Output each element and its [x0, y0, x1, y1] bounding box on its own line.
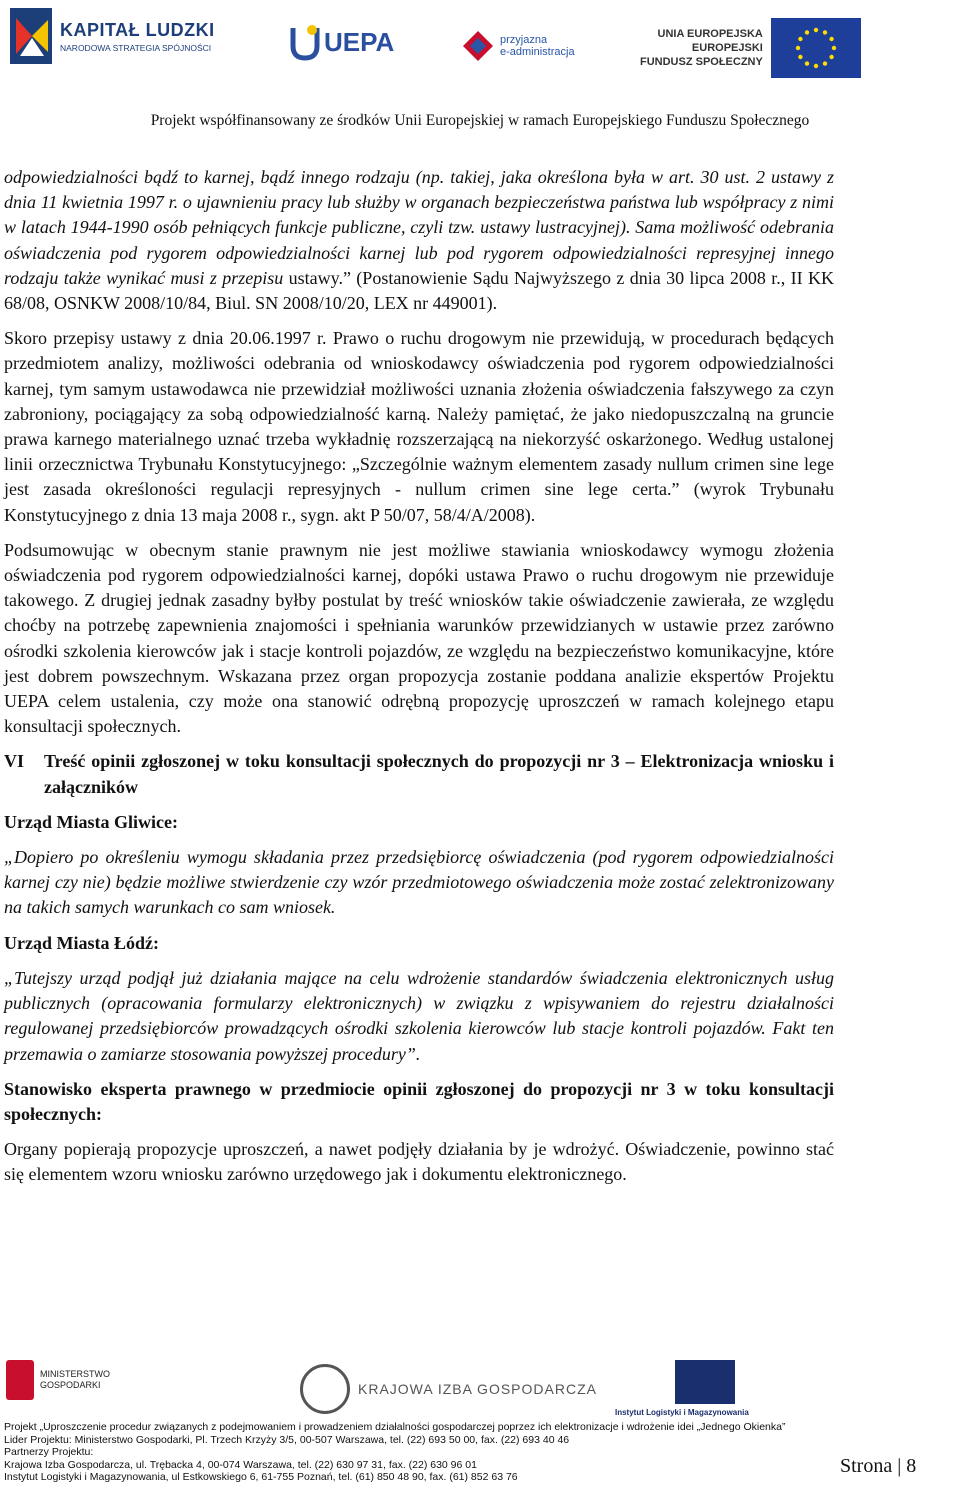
- kig-icon: [300, 1364, 350, 1414]
- uepa-icon: [290, 22, 320, 62]
- e-administracja-logo: [462, 30, 575, 62]
- gliwice-heading: Urząd Miasta Gliwice:: [4, 811, 178, 832]
- paragraph-2: Skoro przepisy ustawy z dnia 20.06.1997 r. Prawo o ruchu drogowym nie przewidują, w procedurach będących przedmiotem analizy, możliwości odebrania od wnioskodawcy oświadczenia pod rygorem odpowiedzialności karnej, tym samym ustawodawca nie przewidział możliwości uznania złożenia oświadczenia fałszywego za czyn zabroniony, pociągający za sobą odpowiedzialność karną. Należy pamiętać, że jako niedopuszczalną na gruncie prawa karnego materialnego uznać trzeba wykładnię rozszerzającą na niekorzyść oskarżonego. Według ustalonej linii orzecznictwa Trybunału Konstytucyjnego: „Szczególnie ważnym elementem zasady nullum crimen sine lege jest zasada określoności regulacji represyjnych - nullum crimen sine lege certa.” (wyrok Trybunału Konstytucyjnego z dnia 13 maja 2008 r., sygn. akt P 50/07, 58/4/A/2008).: [4, 328, 834, 525]
- page-header: [0, 0, 960, 129]
- kapital-ludzki-icon: [10, 8, 52, 64]
- ilim-text: Instytut Logistyki i Magazynowania: [615, 1408, 749, 1417]
- gliwice-quote: „Dopiero po określeniu wymogu składania przez przedsiębiorcę oświadczenia (pod rygorem odpowiedzialności karnej czy nie) będzie możliwe stwierdzenie czy wzór przedmiotowego oświadczenia może zostać zelektronizowany na takich samych warunkach co sam wniosek.: [4, 847, 834, 918]
- lodz-heading: Urząd Miasta Łódź:: [4, 932, 159, 953]
- ministerstwo-gospodarki-logo: [6, 1360, 110, 1400]
- page-number: Strona | 8: [840, 1455, 917, 1477]
- lodz-quote: „Tutejszy urząd podjął już działania mające na celu wdrożenie standardów świadczenia elektronicznych usług publicznych (opracowania formularzy elektronicznych) w związku z wpisywaniem do rejestru działalności regulowanej przedsiębiorców prowadzących ośrodki szkolenia kierowców lub stacje kontroli pojazdów. Fakt ten przemawia o zamiarze stosowania powyższej procedury”.: [4, 967, 834, 1064]
- footer-line-4: Krajowa Izba Gospodarcza, ul. Trębacka 4, 00-074 Warszawa, tel. (22) 630 97 31, fax. (22) 630 96 01: [4, 1458, 477, 1471]
- e-administracja-line1: przyjazna: [500, 34, 548, 46]
- expert-opinion: Organy popierają propozycje uproszczeń, a nawet podjęły działania by je wdrożyć. Oświadczenie, powinno stać się elementem wzoru wniosku zarówno urzędowego jak i dokumentu elektronicznego.: [4, 1139, 834, 1185]
- kig-text: KRAJOWA IZBA GOSPODARCZA: [358, 1381, 597, 1397]
- kapital-ludzki-logo: [10, 8, 215, 64]
- ue-line1: UNIA EUROPEJSKA: [657, 28, 763, 40]
- uepa-logo: [290, 22, 394, 62]
- e-administracja-icon: [462, 30, 494, 62]
- section-vi-title: Treść opinii zgłoszonej w toku konsultacji społecznych do propozycji nr 3 – Elektronizacja wniosku i załączników: [44, 751, 834, 797]
- footer-logos: [0, 1360, 960, 1420]
- expert-heading: Stanowisko eksperta prawnego w przedmiocie opinii zgłoszonej do propozycji nr 3 w toku konsultacji społecznych:: [4, 1078, 834, 1124]
- footer-text: [4, 1421, 834, 1484]
- unia-europejska-logo: [640, 18, 861, 78]
- paragraph-1: [4, 165, 834, 316]
- ue-line2: EUROPEJSKI: [691, 42, 763, 54]
- polish-eagle-icon: [6, 1360, 34, 1400]
- paragraph-1-quote: odpowiedzialności bądź to karnej, bądź innego rodzaju (np. takiej, jaka określona była w art. 30 ust. 2 ustawy z dnia 11 kwietnia 1997 r. o ujawnieniu pracy lub służby w organach bezpieczeństwa państwa lub współpracy z nimi w latach 1944-1990 osób pełniących funkcje publiczne, czyli tzw. ustawy lustracyjnej). Sama możliwość odebrania oświadczenia pod rygorem odpowiedzialności karnej lub pod rygorem odpowiedzialności represyjnej innego rodzaju także wynikać musi z przepisu: [4, 167, 834, 288]
- e-administracja-line2: e-administracja: [500, 46, 575, 58]
- kig-logo: [300, 1364, 597, 1414]
- footer-line-1: Projekt „Uproszczenie procedur związanych z podejmowaniem i prowadzeniem działalności gospodarczej poprzez ich elektronizacje i wdrożenie idei „Jednego Okienka”: [4, 1421, 786, 1433]
- paragraph-3: Podsumowując w obecnym stanie prawnym nie jest możliwe stawiania wnioskodawcy wymogu złożenia oświadczenia pod rygorem odpowiedzialności karnej, dopóki ustawa Prawo o ruchu drogowym nie przewiduje takowego. Z drugiej jednak zasadny byłby postulat by treść wniosków takie oświadczenie zawierała, ze względu choćby na potrzebę zapewnienia znajomości i spełniania warunków przewidzianych w ustawie przez zarówno ośrodki szkolenia kierowców jak i stacje kontroli pojazdów, ze względu na bezpieczeństwo komunikacyjne, które jest dobrem powszechnym. Wskazana przez organ propozycja zostanie poddana analizie ekspertów Projektu UEPA celem ustalenia, czy może ona stanowić odrębną propozycję uproszczeń w ramach kolejnego etapu konsultacji społecznych.: [4, 539, 834, 737]
- kapital-ludzki-subtitle: NARODOWA STRATEGIA SPÓJNOŚCI: [60, 42, 212, 53]
- section-vi-heading: [4, 749, 834, 799]
- ue-line3: FUNDUSZ SPOŁECZNY: [640, 56, 763, 68]
- footer-line-5: Instytut Logistyki i Magazynowania, ul Estkowskiego 6, 61-755 Poznań, tel. (61) 850 48 90, fax. (61) 852 63 76: [4, 1471, 518, 1484]
- paragraph-1-citation: ustawy.” (Postanowienie Sądu Najwyższego z dnia 30 lipca 2008 r., II KK 68/08, OSNKW 2008/10/84, Biul. SN 2008/10/20, LEX nr 449001).: [4, 267, 835, 314]
- cofinancing-note: Projekt współfinansowany ze środków Unii Europejskiej w ramach Europejskiego Funduszu Społecznego: [150, 112, 810, 129]
- uepa-text: UEPA: [324, 26, 395, 57]
- footer-line-3: Partnerzy Projektu:: [4, 1446, 94, 1459]
- mg-line1: MINISTERSTWO: [40, 1369, 110, 1379]
- mg-line2: GOSPODARKI: [40, 1380, 101, 1390]
- ilim-logo: [615, 1360, 749, 1417]
- eu-flag-icon: [771, 18, 861, 78]
- section-vi-number: VI: [4, 751, 25, 772]
- ilim-icon: [675, 1360, 735, 1404]
- footer-line-2: Lider Projektu: Ministerstwo Gospodarki, Pl. Trzech Krzyży 3/5, 00-507 Warszawa, tel. (22) 693 50 00, fax. (22) 693 40 46: [4, 1433, 570, 1446]
- document-body: [4, 165, 834, 1198]
- kapital-ludzki-title: KAPITAŁ LUDZKI: [60, 19, 215, 40]
